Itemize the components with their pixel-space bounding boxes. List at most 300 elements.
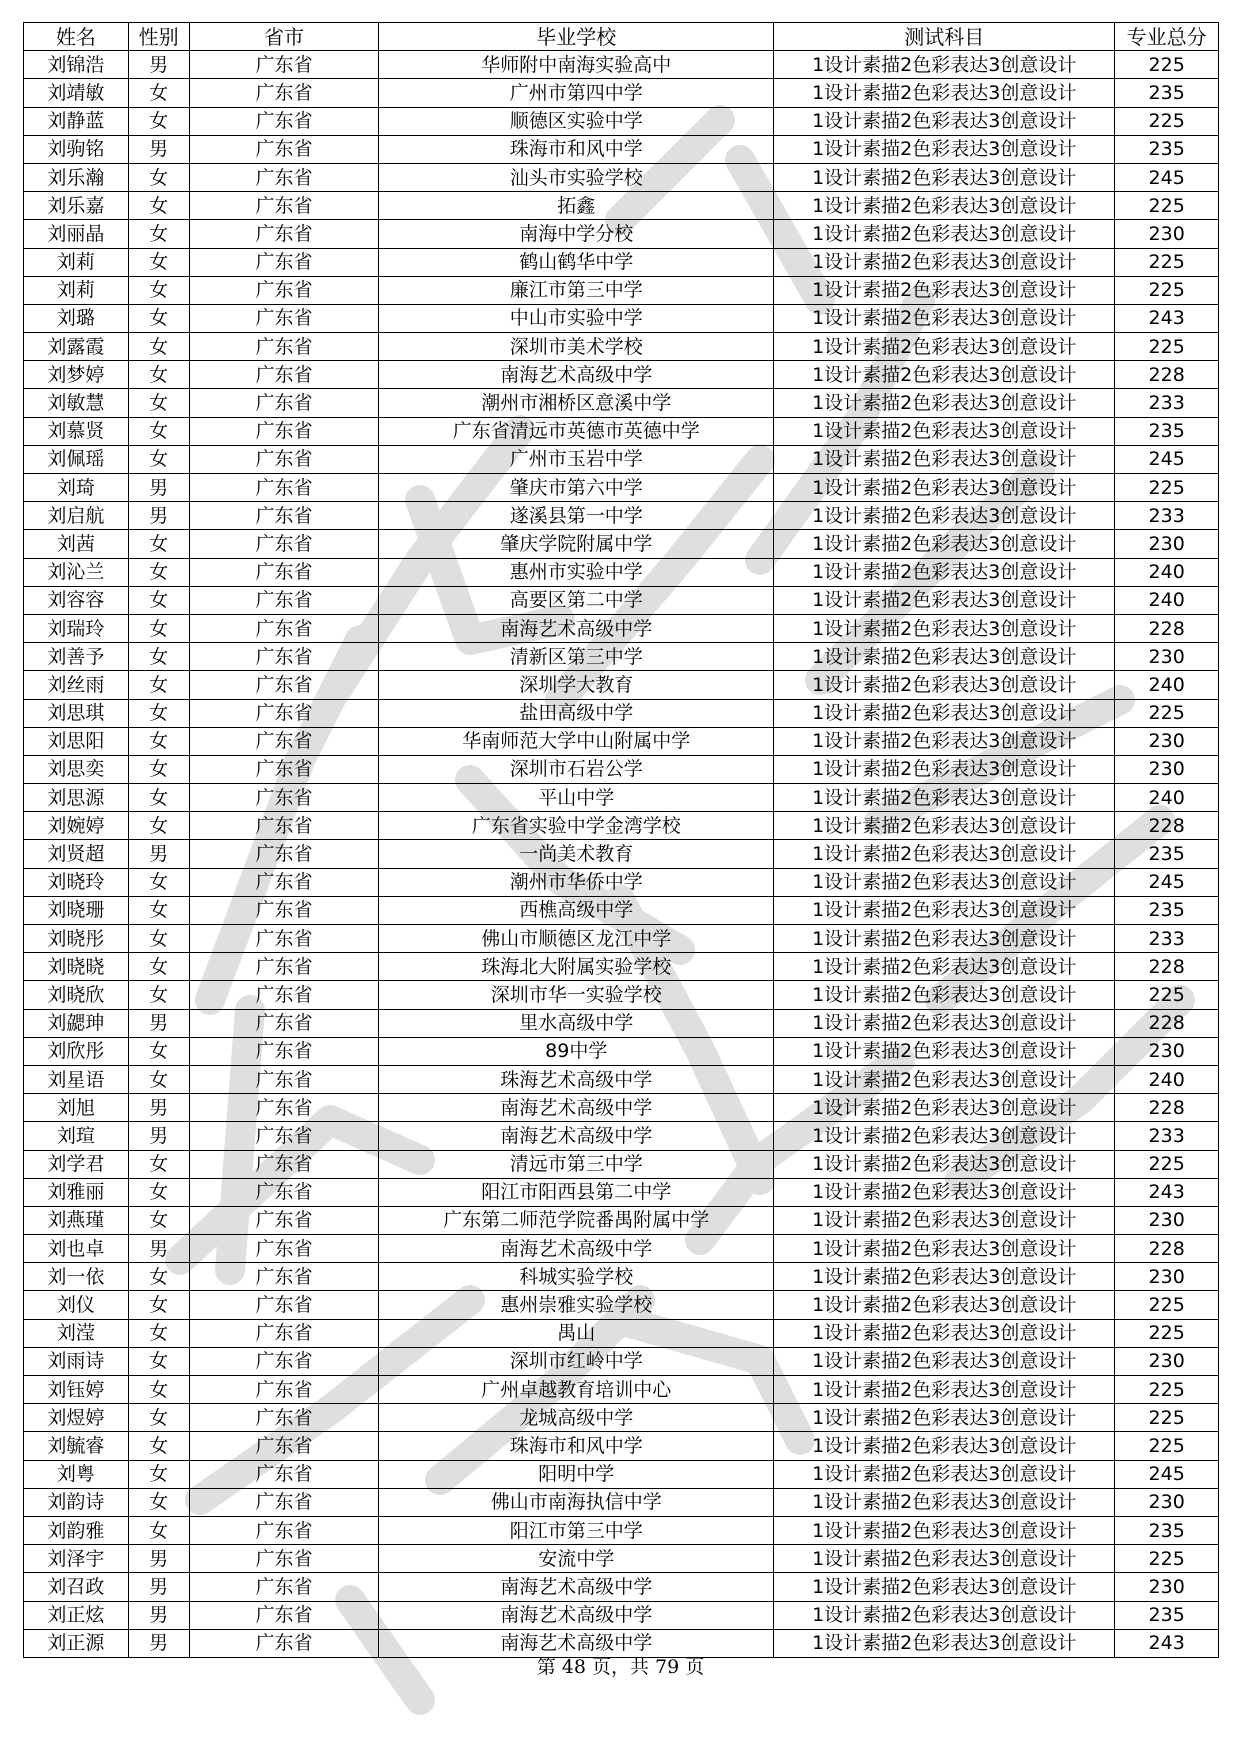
cell-subjects: 1设计素描2色彩表达3创意设计 [774,1150,1115,1178]
cell-province: 广东省 [189,1488,379,1516]
cell-gender: 女 [128,1460,189,1488]
cell-school: 深圳市美术学校 [379,333,774,361]
table-row [24,840,1219,868]
cell-gender: 女 [128,1516,189,1544]
cell-province: 广东省 [189,1235,379,1263]
cell-province: 广东省 [189,1460,379,1488]
table-row [24,1601,1219,1629]
cell-score: 235 [1115,1601,1219,1629]
cell-school: 惠州崇雅实验学校 [379,1291,774,1319]
cell-school: 广州市玉岩中学 [379,445,774,473]
cell-gender: 男 [128,474,189,502]
cell-name: 刘学君 [24,1150,129,1178]
cell-name: 刘思源 [24,784,129,812]
cell-subjects: 1设计素描2色彩表达3创意设计 [774,1404,1115,1432]
cell-school: 鹤山鹤华中学 [379,248,774,276]
cell-gender: 女 [128,643,189,671]
cell-school: 深圳市华一实验学校 [379,981,774,1009]
cell-province: 广东省 [189,107,379,135]
cell-subjects: 1设计素描2色彩表达3创意设计 [774,558,1115,586]
cell-school: 阳明中学 [379,1460,774,1488]
table-row [24,361,1219,389]
cell-subjects: 1设计素描2色彩表达3创意设计 [774,107,1115,135]
cell-province: 广东省 [189,1009,379,1037]
cell-score: 240 [1115,784,1219,812]
cell-school: 南海艺术高级中学 [379,361,774,389]
cell-name: 刘思琪 [24,699,129,727]
cell-province: 广东省 [189,304,379,332]
cell-score: 233 [1115,925,1219,953]
cell-score: 228 [1115,953,1219,981]
cell-gender: 男 [128,135,189,163]
cell-score: 225 [1115,107,1219,135]
table-row [24,1516,1219,1544]
cell-gender: 女 [128,1206,189,1234]
table-row [24,417,1219,445]
table-row [24,1376,1219,1404]
cell-province: 广东省 [189,1037,379,1065]
cell-name: 刘晓欣 [24,981,129,1009]
table-row [24,502,1219,530]
cell-score: 225 [1115,192,1219,220]
header-gender: 性别 [128,23,189,51]
cell-score: 225 [1115,1291,1219,1319]
cell-gender: 男 [128,1573,189,1601]
table-row [24,1206,1219,1234]
table-row [24,1488,1219,1516]
cell-subjects: 1设计素描2色彩表达3创意设计 [774,953,1115,981]
cell-province: 广东省 [189,1601,379,1629]
table-row [24,1009,1219,1037]
cell-gender: 女 [128,1376,189,1404]
table-row [24,107,1219,135]
cell-score: 228 [1115,1009,1219,1037]
cell-name: 刘正炫 [24,1601,129,1629]
table-row [24,1122,1219,1150]
cell-province: 广东省 [189,79,379,107]
cell-school: 南海艺术高级中学 [379,614,774,642]
cell-gender: 女 [128,389,189,417]
cell-gender: 女 [128,671,189,699]
cell-score: 233 [1115,389,1219,417]
cell-subjects: 1设计素描2色彩表达3创意设计 [774,1009,1115,1037]
cell-name: 刘晓珊 [24,896,129,924]
cell-name: 刘驹铭 [24,135,129,163]
table-row [24,1178,1219,1206]
cell-gender: 女 [128,1263,189,1291]
cell-score: 233 [1115,1122,1219,1150]
cell-name: 刘滢 [24,1319,129,1347]
cell-gender: 女 [128,1065,189,1093]
cell-school: 惠州市实验中学 [379,558,774,586]
cell-gender: 女 [128,530,189,558]
cell-school: 潮州市华侨中学 [379,868,774,896]
cell-province: 广东省 [189,1178,379,1206]
cell-province: 广东省 [189,389,379,417]
table-row [24,1432,1219,1460]
cell-school: 佛山市南海执信中学 [379,1488,774,1516]
cell-province: 广东省 [189,643,379,671]
cell-name: 刘燕瑾 [24,1206,129,1234]
table-row [24,389,1219,417]
cell-score: 225 [1115,1376,1219,1404]
cell-score: 243 [1115,304,1219,332]
header-province: 省市 [189,23,379,51]
table-row [24,333,1219,361]
cell-subjects: 1设计素描2色彩表达3创意设计 [774,840,1115,868]
table-row [24,163,1219,191]
cell-province: 广东省 [189,333,379,361]
cell-school: 珠海艺术高级中学 [379,1065,774,1093]
cell-school: 广东省实验中学金湾学校 [379,812,774,840]
cell-subjects: 1设计素描2色彩表达3创意设计 [774,1545,1115,1573]
cell-subjects: 1设计素描2色彩表达3创意设计 [774,220,1115,248]
cell-name: 刘善予 [24,643,129,671]
cell-province: 广东省 [189,135,379,163]
cell-school: 汕头市实验学校 [379,163,774,191]
table-row [24,953,1219,981]
cell-gender: 男 [128,1601,189,1629]
cell-province: 广东省 [189,1150,379,1178]
cell-subjects: 1设计素描2色彩表达3创意设计 [774,1263,1115,1291]
cell-subjects: 1设计素描2色彩表达3创意设计 [774,1573,1115,1601]
cell-name: 刘思奕 [24,755,129,783]
cell-gender: 女 [128,896,189,924]
cell-gender: 男 [128,51,189,79]
cell-school: 科城实验学校 [379,1263,774,1291]
cell-province: 广东省 [189,586,379,614]
cell-school: 中山市实验中学 [379,304,774,332]
cell-score: 240 [1115,671,1219,699]
cell-school: 珠海北大附属实验学校 [379,953,774,981]
cell-score: 235 [1115,417,1219,445]
cell-subjects: 1设计素描2色彩表达3创意设计 [774,135,1115,163]
cell-name: 刘雨诗 [24,1347,129,1375]
table-row [24,135,1219,163]
cell-name: 刘旭 [24,1094,129,1122]
cell-score: 243 [1115,1629,1219,1657]
cell-school: 廉江市第三中学 [379,276,774,304]
cell-gender: 女 [128,1037,189,1065]
cell-gender: 男 [128,1009,189,1037]
cell-gender: 男 [128,1094,189,1122]
cell-school: 南海艺术高级中学 [379,1122,774,1150]
table-row [24,755,1219,783]
cell-score: 225 [1115,1150,1219,1178]
cell-subjects: 1设计素描2色彩表达3创意设计 [774,304,1115,332]
cell-school: 深圳学大教育 [379,671,774,699]
cell-score: 245 [1115,1460,1219,1488]
cell-province: 广东省 [189,163,379,191]
cell-name: 刘一依 [24,1263,129,1291]
cell-name: 刘敏慧 [24,389,129,417]
cell-gender: 女 [128,445,189,473]
cell-province: 广东省 [189,755,379,783]
cell-subjects: 1设计素描2色彩表达3创意设计 [774,643,1115,671]
table-row [24,925,1219,953]
cell-gender: 女 [128,868,189,896]
table-row [24,558,1219,586]
cell-subjects: 1设计素描2色彩表达3创意设计 [774,1516,1115,1544]
header-subjects: 测试科目 [774,23,1115,51]
cell-gender: 女 [128,755,189,783]
cell-gender: 女 [128,1488,189,1516]
cell-score: 240 [1115,1065,1219,1093]
cell-school: 广东省清远市英德市英德中学 [379,417,774,445]
cell-province: 广东省 [189,530,379,558]
cell-gender: 女 [128,163,189,191]
cell-score: 225 [1115,1432,1219,1460]
cell-subjects: 1设计素描2色彩表达3创意设计 [774,1376,1115,1404]
cell-name: 刘莉 [24,276,129,304]
cell-province: 广东省 [189,1629,379,1657]
cell-score: 230 [1115,727,1219,755]
cell-name: 刘毓睿 [24,1432,129,1460]
page-footer: 第 48 页，共 79 页 [536,1656,705,1678]
cell-school: 华师附中南海实验高中 [379,51,774,79]
table-row [24,868,1219,896]
table-header-row [24,23,1219,51]
cell-gender: 女 [128,981,189,1009]
table-row [24,79,1219,107]
cell-name: 刘璐 [24,304,129,332]
cell-subjects: 1设计素描2色彩表达3创意设计 [774,1488,1115,1516]
cell-gender: 女 [128,1150,189,1178]
cell-school: 一尚美术教育 [379,840,774,868]
cell-gender: 男 [128,502,189,530]
cell-score: 228 [1115,361,1219,389]
cell-province: 广东省 [189,220,379,248]
cell-school: 里水高级中学 [379,1009,774,1037]
cell-name: 刘丝雨 [24,671,129,699]
table-row [24,1347,1219,1375]
cell-school: 清新区第三中学 [379,643,774,671]
cell-gender: 女 [128,1404,189,1432]
cell-province: 广东省 [189,868,379,896]
cell-subjects: 1设计素描2色彩表达3创意设计 [774,333,1115,361]
cell-province: 广东省 [189,502,379,530]
table-row [24,1065,1219,1093]
cell-gender: 女 [128,699,189,727]
cell-school: 安流中学 [379,1545,774,1573]
cell-school: 阳江市第三中学 [379,1516,774,1544]
table-row [24,1404,1219,1432]
cell-subjects: 1设计素描2色彩表达3创意设计 [774,1291,1115,1319]
cell-province: 广东省 [189,1206,379,1234]
cell-subjects: 1设计素描2色彩表达3创意设计 [774,925,1115,953]
cell-school: 89中学 [379,1037,774,1065]
cell-subjects: 1设计素描2色彩表达3创意设计 [774,614,1115,642]
table-row [24,614,1219,642]
cell-province: 广东省 [189,361,379,389]
cell-name: 刘容容 [24,586,129,614]
cell-subjects: 1设计素描2色彩表达3创意设计 [774,248,1115,276]
cell-gender: 女 [128,417,189,445]
cell-score: 230 [1115,1573,1219,1601]
cell-school: 南海中学分校 [379,220,774,248]
cell-name: 刘也卓 [24,1235,129,1263]
cell-province: 广东省 [189,614,379,642]
cell-subjects: 1设计素描2色彩表达3创意设计 [774,896,1115,924]
cell-score: 230 [1115,1037,1219,1065]
cell-name: 刘静蓝 [24,107,129,135]
cell-province: 广东省 [189,981,379,1009]
cell-province: 广东省 [189,1291,379,1319]
cell-province: 广东省 [189,248,379,276]
header-name: 姓名 [24,23,129,51]
cell-gender: 女 [128,586,189,614]
cell-province: 广东省 [189,1376,379,1404]
cell-score: 235 [1115,896,1219,924]
table-row [24,699,1219,727]
cell-score: 240 [1115,586,1219,614]
cell-school: 龙城高级中学 [379,1404,774,1432]
cell-name: 刘泽宇 [24,1545,129,1573]
cell-score: 228 [1115,812,1219,840]
cell-score: 235 [1115,135,1219,163]
cell-gender: 男 [128,840,189,868]
cell-subjects: 1设计素描2色彩表达3创意设计 [774,1629,1115,1657]
cell-gender: 女 [128,1178,189,1206]
table-row [24,1150,1219,1178]
table-row [24,304,1219,332]
cell-score: 225 [1115,51,1219,79]
cell-score: 225 [1115,1319,1219,1347]
table-row [24,192,1219,220]
cell-name: 刘瑄 [24,1122,129,1150]
cell-gender: 女 [128,1319,189,1347]
cell-name: 刘露霞 [24,333,129,361]
cell-name: 刘粤 [24,1460,129,1488]
cell-province: 广东省 [189,699,379,727]
cell-province: 广东省 [189,1404,379,1432]
cell-gender: 男 [128,1122,189,1150]
cell-province: 广东省 [189,896,379,924]
cell-province: 广东省 [189,1347,379,1375]
cell-name: 刘贤超 [24,840,129,868]
cell-name: 刘瑞玲 [24,614,129,642]
cell-score: 230 [1115,755,1219,783]
cell-school: 南海艺术高级中学 [379,1573,774,1601]
cell-province: 广东省 [189,445,379,473]
cell-school: 深圳市石岩公学 [379,755,774,783]
cell-name: 刘雅丽 [24,1178,129,1206]
cell-school: 广州市第四中学 [379,79,774,107]
table-row [24,276,1219,304]
cell-province: 广东省 [189,192,379,220]
cell-name: 刘婉婷 [24,812,129,840]
cell-subjects: 1设计素描2色彩表达3创意设计 [774,1347,1115,1375]
table-row [24,1037,1219,1065]
cell-score: 225 [1115,1404,1219,1432]
cell-score: 230 [1115,643,1219,671]
cell-province: 广东省 [189,1545,379,1573]
cell-province: 广东省 [189,812,379,840]
table-row [24,445,1219,473]
cell-subjects: 1设计素描2色彩表达3创意设计 [774,586,1115,614]
cell-name: 刘乐瀚 [24,163,129,191]
cell-score: 228 [1115,1094,1219,1122]
cell-gender: 女 [128,953,189,981]
table-row [24,248,1219,276]
cell-subjects: 1设计素描2色彩表达3创意设计 [774,1037,1115,1065]
cell-province: 广东省 [189,925,379,953]
cell-province: 广东省 [189,1573,379,1601]
cell-gender: 女 [128,248,189,276]
cell-school: 盐田高级中学 [379,699,774,727]
cell-name: 刘星语 [24,1065,129,1093]
cell-score: 225 [1115,981,1219,1009]
cell-subjects: 1设计素描2色彩表达3创意设计 [774,699,1115,727]
cell-score: 230 [1115,1263,1219,1291]
cell-name: 刘晓晓 [24,953,129,981]
cell-province: 广东省 [189,840,379,868]
table-row [24,1545,1219,1573]
cell-score: 235 [1115,1516,1219,1544]
cell-gender: 女 [128,727,189,755]
cell-gender: 女 [128,220,189,248]
cell-name: 刘锦浩 [24,51,129,79]
table-row [24,220,1219,248]
cell-score: 230 [1115,530,1219,558]
cell-gender: 女 [128,1291,189,1319]
cell-province: 广东省 [189,1319,379,1347]
table-row [24,586,1219,614]
cell-province: 广东省 [189,1094,379,1122]
cell-subjects: 1设计素描2色彩表达3创意设计 [774,192,1115,220]
cell-school: 遂溪县第一中学 [379,502,774,530]
cell-school: 阳江市阳西县第二中学 [379,1178,774,1206]
cell-subjects: 1设计素描2色彩表达3创意设计 [774,163,1115,191]
table-row [24,727,1219,755]
cell-gender: 男 [128,1629,189,1657]
table-row [24,1263,1219,1291]
cell-subjects: 1设计素描2色彩表达3创意设计 [774,981,1115,1009]
cell-gender: 女 [128,812,189,840]
roster-table [23,22,1219,1658]
cell-province: 广东省 [189,1122,379,1150]
cell-name: 刘钰婷 [24,1376,129,1404]
cell-school: 高要区第二中学 [379,586,774,614]
cell-school: 南海艺术高级中学 [379,1235,774,1263]
cell-name: 刘召政 [24,1573,129,1601]
cell-subjects: 1设计素描2色彩表达3创意设计 [774,727,1115,755]
table-row [24,1460,1219,1488]
cell-gender: 女 [128,784,189,812]
cell-subjects: 1设计素描2色彩表达3创意设计 [774,1065,1115,1093]
cell-score: 230 [1115,220,1219,248]
cell-school: 南海艺术高级中学 [379,1601,774,1629]
cell-gender: 女 [128,333,189,361]
cell-gender: 女 [128,925,189,953]
cell-subjects: 1设计素描2色彩表达3创意设计 [774,51,1115,79]
cell-name: 刘欣彤 [24,1037,129,1065]
cell-gender: 女 [128,1432,189,1460]
cell-name: 刘勰珅 [24,1009,129,1037]
cell-score: 230 [1115,1206,1219,1234]
cell-subjects: 1设计素描2色彩表达3创意设计 [774,530,1115,558]
cell-province: 广东省 [189,1065,379,1093]
cell-subjects: 1设计素描2色彩表达3创意设计 [774,361,1115,389]
cell-subjects: 1设计素描2色彩表达3创意设计 [774,755,1115,783]
cell-name: 刘思阳 [24,727,129,755]
cell-province: 广东省 [189,953,379,981]
table-row [24,1235,1219,1263]
cell-school: 南海艺术高级中学 [379,1629,774,1657]
cell-school: 珠海市和风中学 [379,1432,774,1460]
cell-subjects: 1设计素描2色彩表达3创意设计 [774,79,1115,107]
cell-name: 刘佩瑶 [24,445,129,473]
